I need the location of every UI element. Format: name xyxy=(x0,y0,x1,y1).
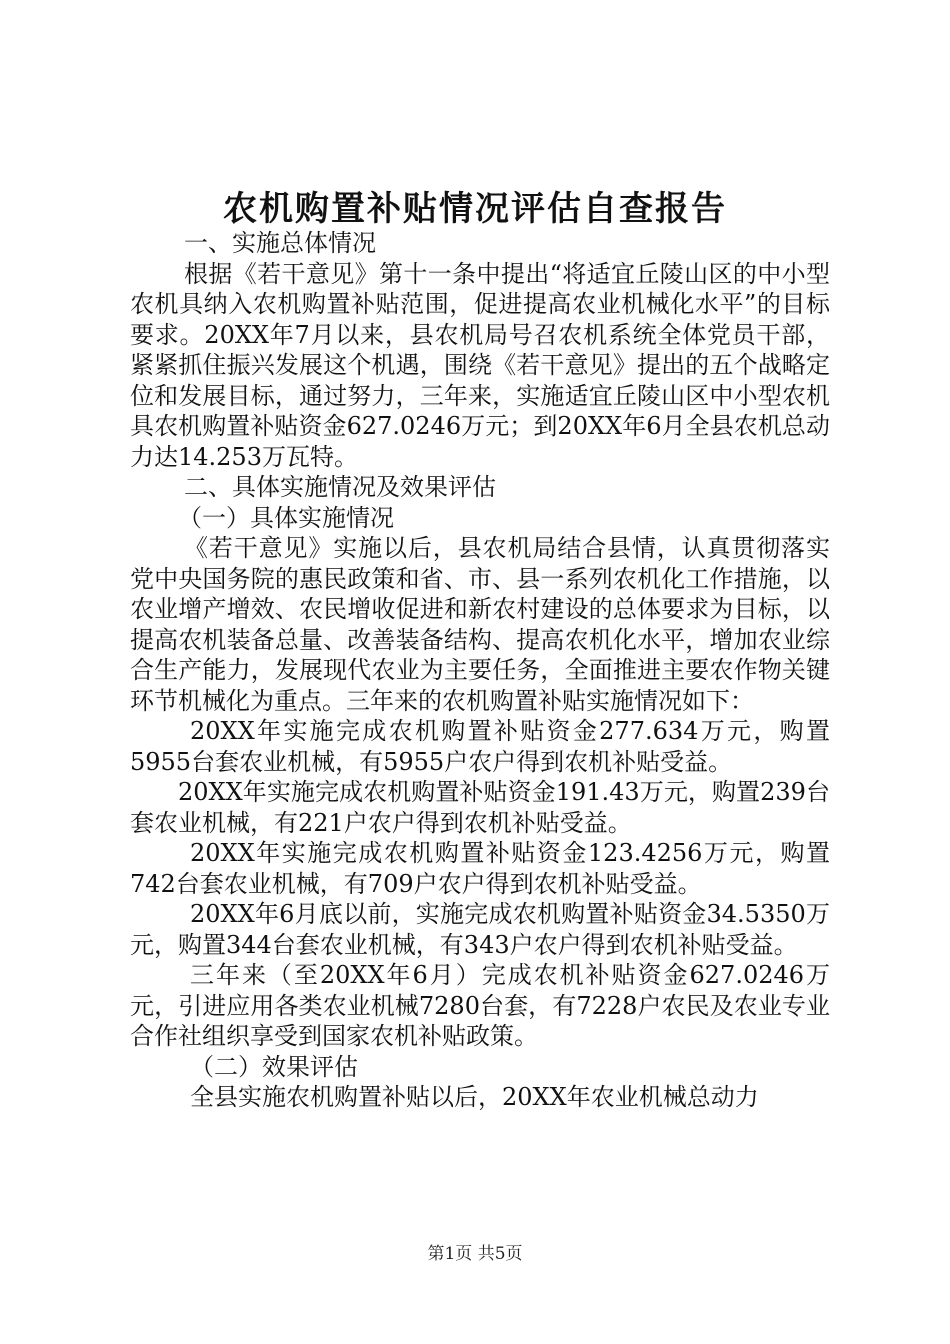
page-footer: 第1页 共5页 xyxy=(427,1244,523,1264)
paragraph: 20XX年实施完成农机购置补贴资金123.4256万元，购置742台套农业机械，有709户农户得到农机补贴受益。 xyxy=(130,839,830,898)
subsection-heading-2: （二）效果评估 xyxy=(190,1052,358,1081)
paragraph: 根据《若干意见》第十一条中提出“将适宜丘陵山区的中小型农机具纳入农机购置补贴范围，促进提高农业机械化水平”的目标要求。20XX年7月以来，县农机局号召农机系统全体党员干部，紧紧抓住振兴发展这个机遇，围绕《若干意见》提出的五个战略定位和发展目标，通过努力，三年来，实施适宜丘陵山区中小型农机具农机购置补贴资金627.0246万元；到20XX年6月全县农机总动力达14.253万瓦特。 xyxy=(130,259,830,471)
paragraph: 全县实施农机购置补贴以后，20XX年农业机械总动力 xyxy=(190,1083,759,1111)
document-body xyxy=(130,228,830,1113)
paragraph: 20XX年实施完成农机购置补贴资金277.634万元，购置5955台套农业机械，有5955户农户得到农机补贴受益。 xyxy=(130,717,830,776)
paragraph: 三年来（至20XX年6月）完成农机补贴资金627.0246万元，引进应用各类农业机械7280台套，有7228户农民及农业专业合作社组织享受到国家农机补贴政策。 xyxy=(130,961,830,1050)
paragraph: 《若干意见》实施以后，县农机局结合县情，认真贯彻落实党中央国务院的惠民政策和省、市、县一系列农机化工作措施，以农业增产增效、农民增收促进和新农村建设的总体要求为目标，以提高农机装备总量、改善装备结构、提高农机化水平，增加农业综合生产能力，发展现代农业为主要任务，全面推进主要农作物关键环节机械化为重点。三年来的农机购置补贴实施情况如下： xyxy=(130,534,830,715)
subsection-heading-1: （一）具体实施情况 xyxy=(178,503,394,532)
document-title: 农机购置补贴情况评估自查报告 xyxy=(223,189,727,229)
section-heading-1: 一、实施总体情况 xyxy=(184,229,376,257)
paragraph: 20XX年实施完成农机购置补贴资金191.43万元，购置239台套农业机械，有221户农户得到农机补贴受益。 xyxy=(130,778,830,837)
section-heading-2: 二、具体实施情况及效果评估 xyxy=(184,473,496,501)
paragraph: 20XX年6月底以前，实施完成农机购置补贴资金34.5350万元，购置344台套农业机械，有343户农户得到农机补贴受益。 xyxy=(130,900,830,959)
